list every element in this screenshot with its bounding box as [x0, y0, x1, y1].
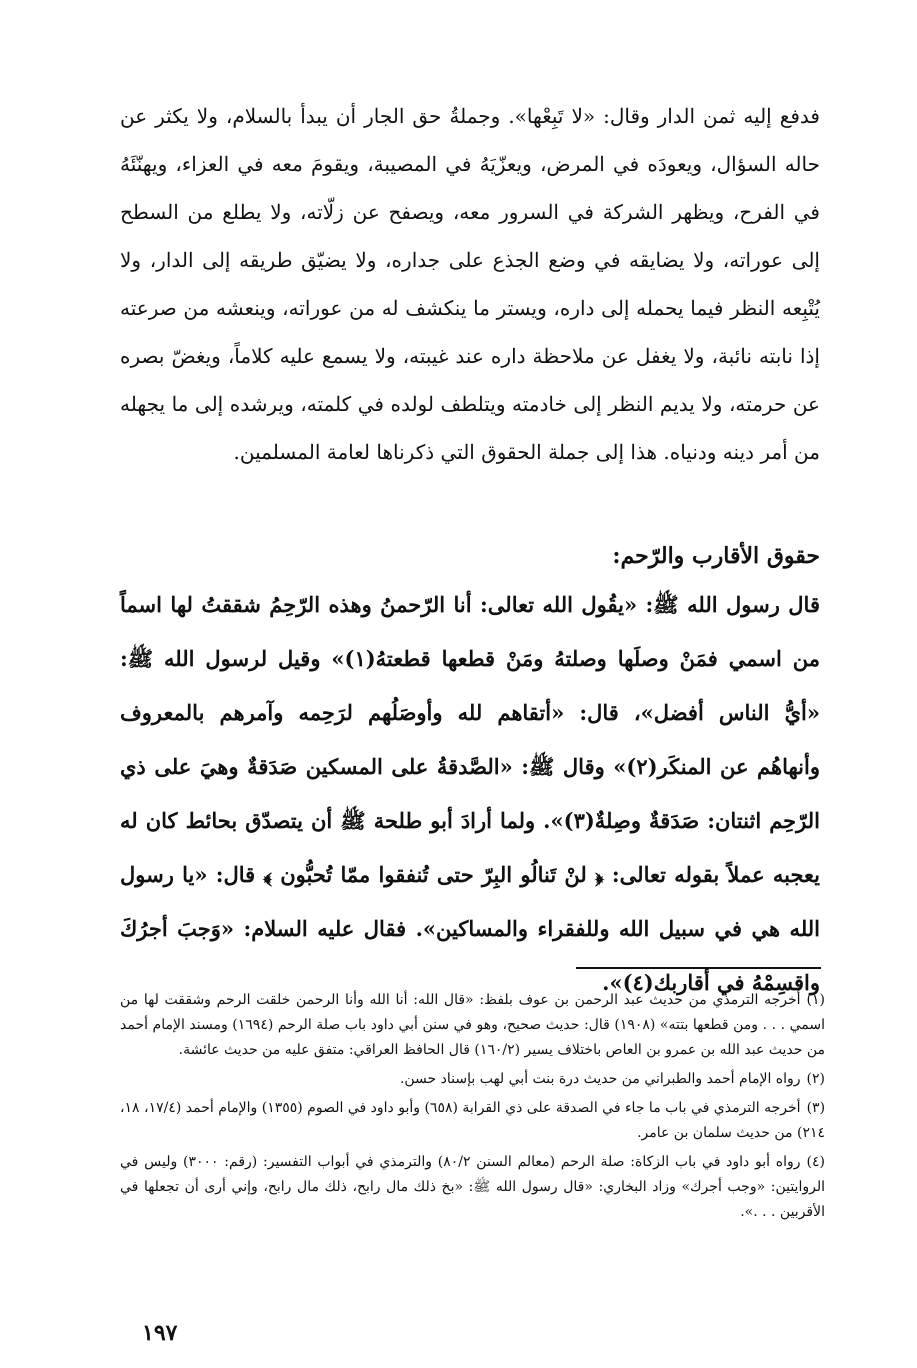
footnote-text: رواه الإمام أحمد والطبراني من حديث درة بنت أبي لهب بإسناد حسن. — [399, 1071, 801, 1087]
footnote-1 — [120, 988, 825, 1063]
footnote-text: أخرجه الترمذي في باب ما جاء في الصدقة على ذي القرابة (٦٥٨) وأبو داود في الصوم (١٣٥٥) والإمام أحمد (١٧/٤، ١٨، ٢١٤) من حديث سلمان بن عامر. — [120, 1100, 825, 1141]
footnote-text: أخرجه الترمذي من حديث عبد الرحمن بن عوف بلفظ: «قال الله: أنا الله وأنا الرحمن خلقت الرحم وشققت لها من اسمي . . . ومن قطعها بتته» (١٩٠٨) قال: حديث صحيح، وهو في سنن أبي داود باب صلة الرحم (١٦٩٤) ومسند الإمام أحمد من حديث عبد الله بن عمرو بن العاص باختلاف يسير (١٦٠/٢) قال الحافظ العراقي: متفق عليه من حديث عائشة. — [120, 992, 825, 1058]
footnote-divider — [576, 967, 821, 969]
footnote-3 — [120, 1096, 825, 1146]
footnotes — [120, 988, 825, 1229]
main-paragraph: فدفع إليه ثمن الدار وقال: «لا تَبِعْها». وجملةُ حق الجار أن يبدأ بالسلام، ولا يكثر عن حاله السؤال، ويعودَه في المرض، ويعزّيَهُ في المصيبة، ويقومَ معه في العزاء، ويهنّئَهُ في الفرح، ويظهر الشركة في السرور معه، ويصفح عن زلّاته، ولا يطلع من السطح إلى عوراته، ولا يضايقه في وضع الجذع على جداره، ولا يضيّق طريقه إلى الدار، ولا يُتْبِعه النظر فيما يحمله إلى داره، ويستر ما ينكشف له من عوراته، وينعشه من صرعته إذا نابته نائبة، ولا يغفل عن ملاحظة داره عند غيبته، ولا يسمع عليه كلاماً، ويغضّ بصره عن حرمته، ولا يديم النظر إلى خادمته ويتلطف لولده في كلمته، ويرشده إلى ما يجهله من أمر دينه ودنياه. هذا إلى جملة الحقوق التي ذكرناها لعامة المسلمين. — [120, 104, 820, 464]
footnote-number: (٢) — [806, 1071, 825, 1087]
footnote-number: (١) — [806, 992, 825, 1008]
page-number: ١٩٧ — [142, 1320, 178, 1346]
section-body — [120, 578, 820, 1010]
footnote-text: رواه أبو داود في باب الزكاة: صلة الرحم (معالم السنن ٨٠/٢) والترمذي في أبواب التفسير: (رقم: ٣٠٠٠) وليس في الروايتين: «وجب أجرك» وزاد البخاري: «قال رسول الله ﷺ: «بخ ذلك مال رابح، ذلك مال رابح، وإني أرى أن تجعلها في الأقربين . . .». — [120, 1154, 825, 1220]
section-heading: حقوق الأقارب والرّحم: — [612, 543, 820, 569]
footnote-2 — [120, 1067, 825, 1092]
footnote-4 — [120, 1150, 825, 1225]
main-text — [120, 92, 820, 476]
footnote-number: (٤) — [806, 1154, 826, 1170]
hadith-paragraph: قال رسول الله ﷺ: «يقُول الله تعالى: أنا الرّحمنُ وهذه الرّحِمُ شققتُ لها اسماً من اسمي فمَنْ وصلَها وصلتهُ ومَنْ قطعها قطعتهُ(١)» وقيل لرسول الله ﷺ: «أيُّ الناس أفضل»، قال: «أتقاهم لله وأوصَلُهم لرَحِمه وآمرهم بالمعروف وأنهاهُم عن المنكَر(٢)» وقال ﷺ: «الصَّدقةُ على المسكين صَدَقةٌ وهيَ على ذي الرّحِم اثنتان: صَدَقةٌ وصِلةٌ(٣)». ولما أرادَ أبو طلحة ﷺ أن يتصدّق بحائط كان له يعجبه عملاً بقوله تعالى: ﴿ لنْ تَنالُو البِرّ حتى تُنفقوا ممّا تُحبُّون ﴾ قال: «يا رسول الله هي في سبيل الله وللفقراء والمساكين». فقال عليه السلام: «وَجبَ أجرُكَ واقسِمْهُ في أقاربك(٤)». — [120, 592, 821, 995]
footnote-number: (٣) — [806, 1100, 826, 1116]
